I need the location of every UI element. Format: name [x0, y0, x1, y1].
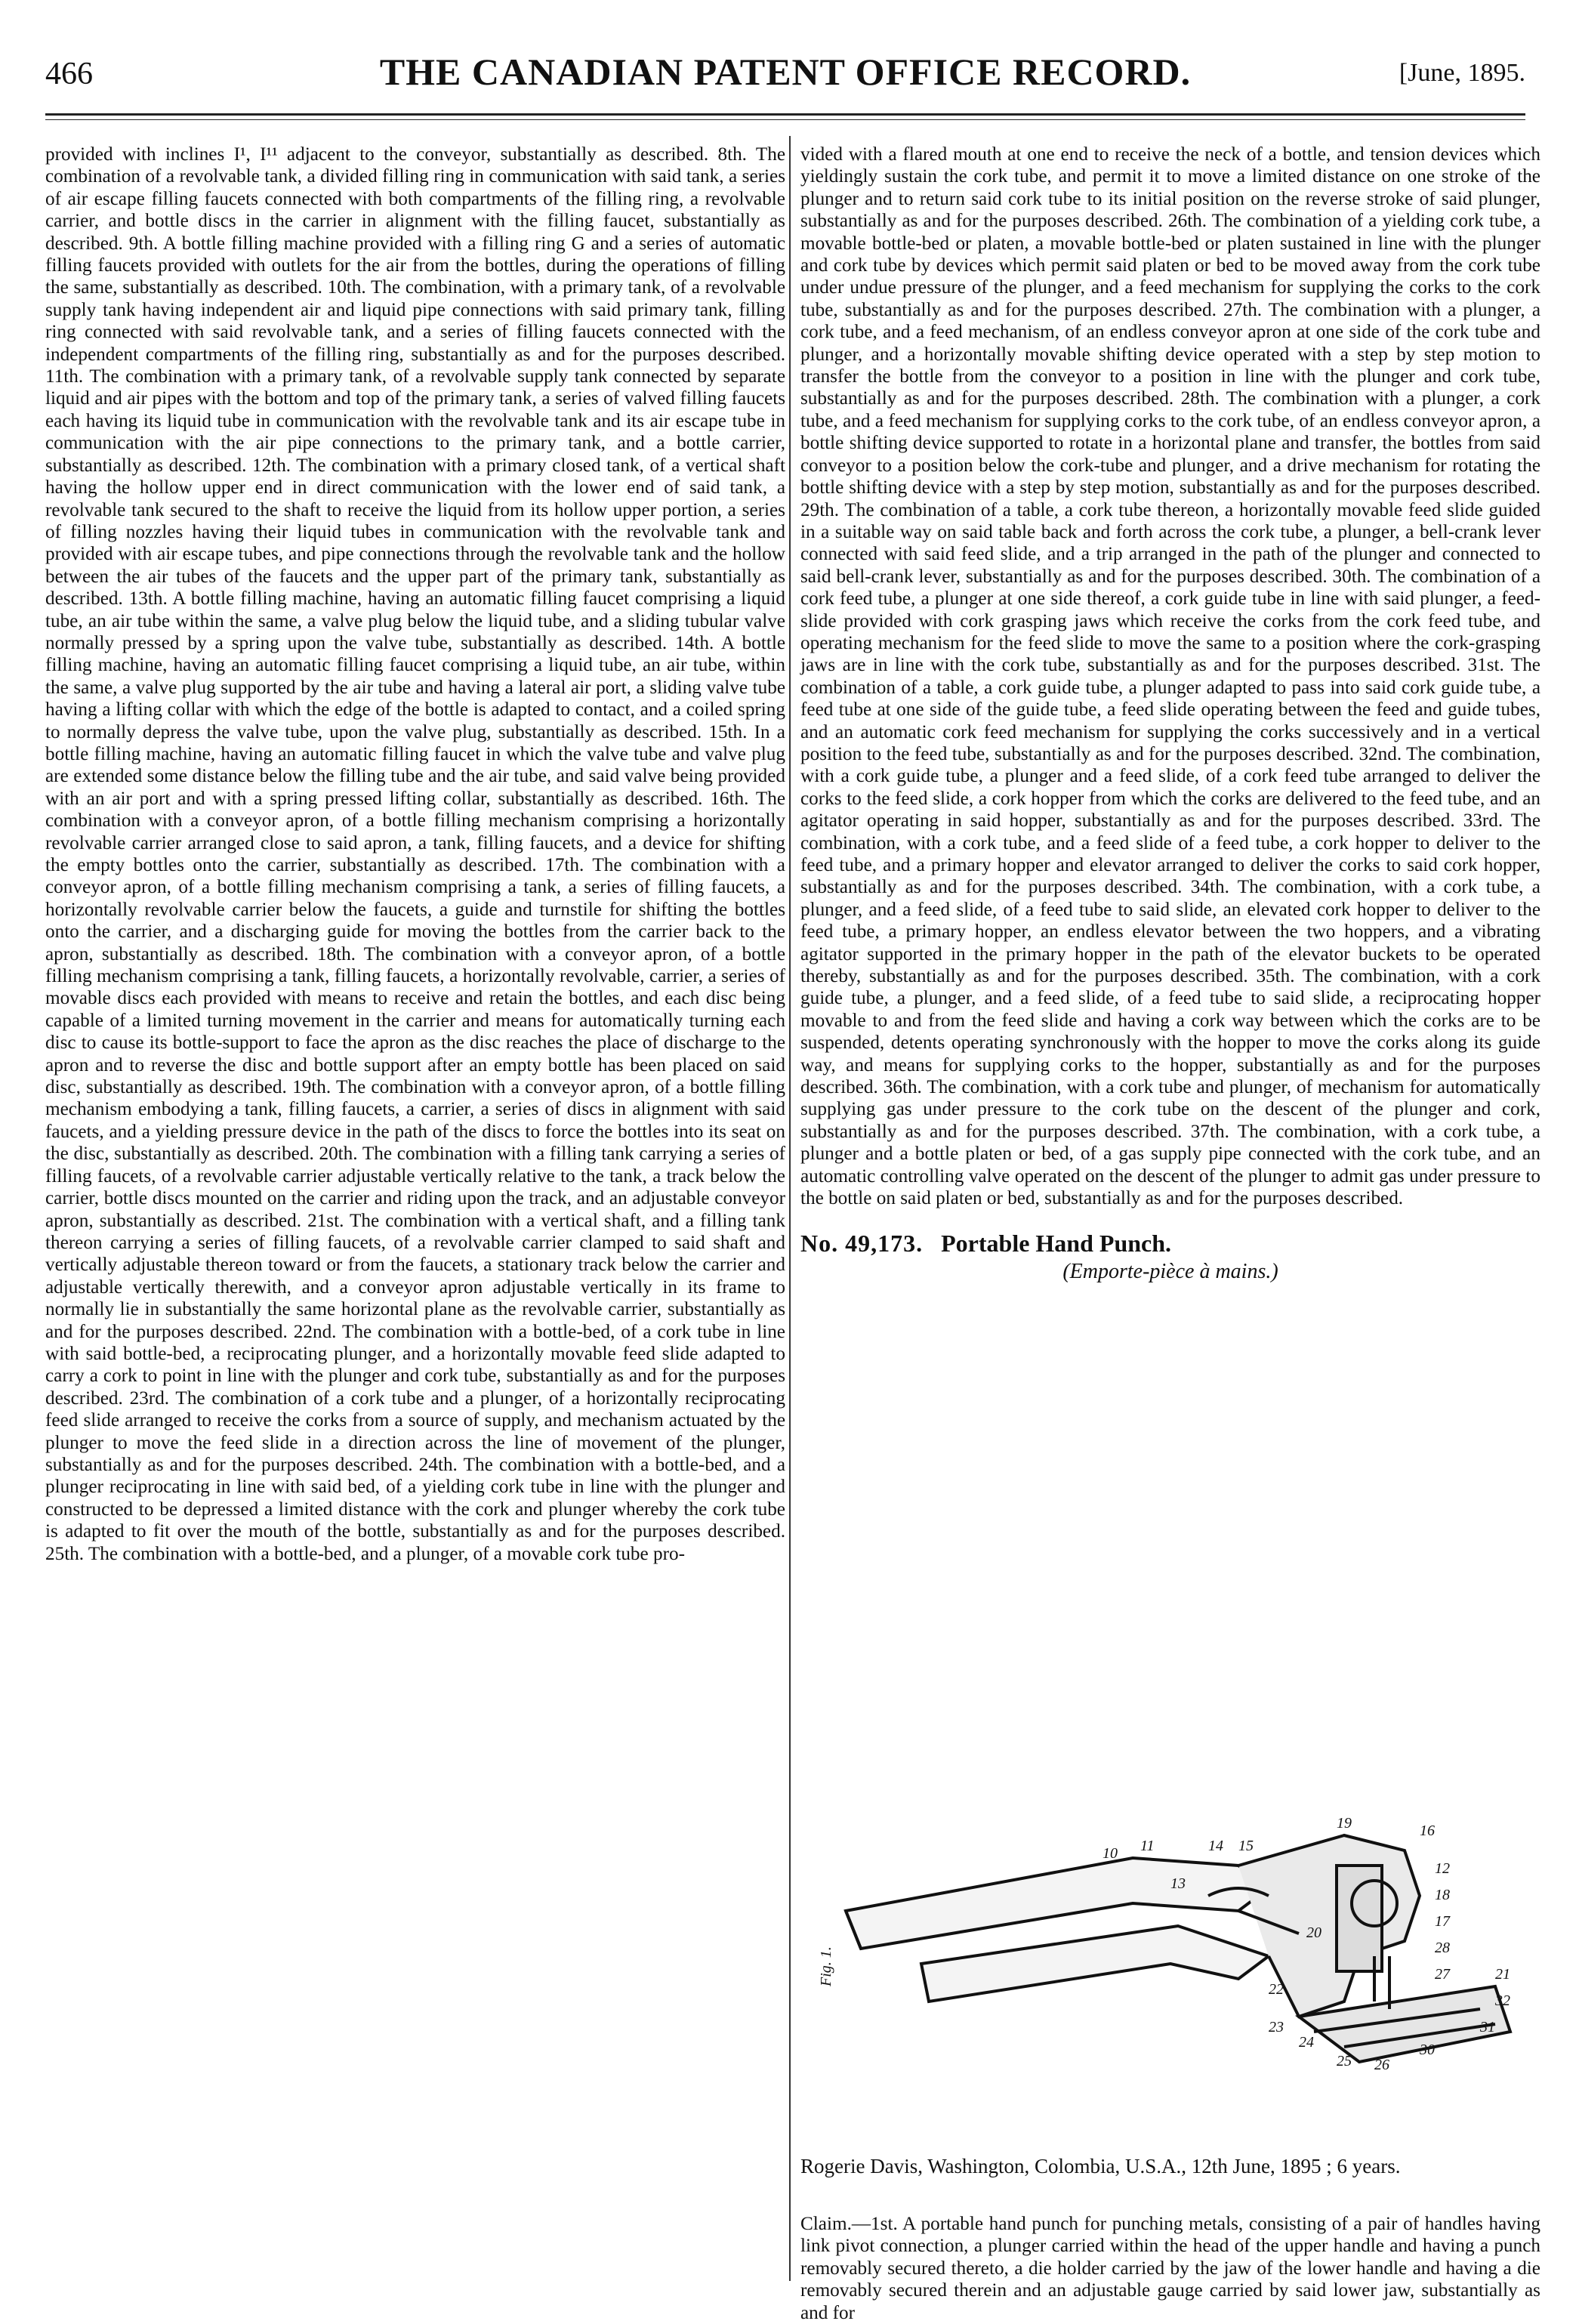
- figure-label-22: 22: [1269, 1981, 1284, 1998]
- patent-french-title: (Emporte-pièce à mains.): [1062, 1259, 1278, 1283]
- journal-title: THE CANADIAN PATENT OFFICE RECORD.: [379, 51, 1192, 93]
- figure-label-25: 25: [1337, 2053, 1352, 2069]
- right-column-text: vided with a flared mouth at one end to receive the neck of a bottle, and tension devices which yieldingly sustain the cork tube, and permit it to move a limited distance on one stroke of the plunger and to return said cork tube to its initial position on the reverse stroke of said plunger, substantially as and for the purposes described. 26th. The combination of a yielding cork tube, a movable bottle-bed or platen, a movable bottle-bed or platen sustained in line with the plunger and cork tube by devices which permit said platen or bed to be moved away from the cork tube under undue pressure of the plunger, and a feed mechanism for supplying the corks to the cork tube, substantially as and for the purposes described. 27th. The combination with a plunger, a cork tube, and a feed mechanism, of an endless conveyor apron at one side of the cork tube and plunger, and a horizontally movable shifting device operated with a step by step motion to transfer the bottle from the conveyor to a position in line with the plunger and cork tube, substantially as and for the purposes described. 28th. The combination with a plunger, a cork tube, and a feed mechanism for supplying corks to the cork tube, of an endless conveyor apron, a bottle shifting device supported to rotate in a horizontal plane and transfer, the bottles from said conveyor to a position below the cork-tube and plunger, and a drive mechanism for rotating the bottle shifting device with a step by step motion, substantially as and for the purposes described. 29th. The combination of a table, a cork tube thereon, a horizontally movable feed slide guided in a suitable way on said table back and forth across the cork tube, a plunger, a bell-crank lever connected with said feed slide, and a trip arranged in the path of the plunger and connected to said bell-crank lever, substantially as and for the purposes described. 30th. The combination of a cork feed tube, a plunger at one side thereof, a cork guide tube in line with said plunger, a feed-slide provided with cork grasping jaws which receive the corks from the cork feed tube, and operating mechanism for the feed slide to move the same to a position where the cork-grasping jaws are in line with the cork tube, substantially as and for the purposes described. 31st. The combination of a table, a cork guide tube, a plunger adapted to pass into said cork guide tube, a feed tube at one side of the guide tube, a feed slide operating between the feed and guide tubes, and an automatic cork feed mechanism for supplying the corks successively and in a vertical position to the feed tube, substantially as and for the purposes described. 32nd. The combination, with a cork guide tube, a plunger and a feed slide, of a cork feed tube arranged to deliver the corks to the feed slide, a cork hopper from which the corks are delivered to the feed tube, and an agitator operating in said hopper, substantially as and for the purposes described. 33rd. The combination, with a cork tube, and a feed slide of a feed tube, a cork hopper to deliver to the feed tube, and a primary hopper and elevator arranged to deliver the corks to said cork hopper, substantially as and for the purposes described. 34th. The combination, with a cork tube, a plunger, and a feed slide, of a feed tube to said slide, an elevated cork hopper to deliver to the feed tube, a primary hopper, an endless elevator between the two hoppers, and a vibrating agitator supported in the primary hopper in the path of the elevator buckets to be operated thereby, substantially as and for the purposes described. 35th. The combination, with a cork guide tube, a plunger, and a feed slide, of a feed tube to said slide, a reciprocating hopper movable to and from the feed slide and having a cork way between which the corks are to be suspended, detents operating synchronously with the hopper to move the corks along its guide way, and means for supplying corks to the hopper, substantially as and for the purposes described. 36th. The combination, with a cork tube and plunger, of mechanism for automatically supplying gas under pressure to the cork tube on the descent of the plunger and cork, substantially as and for the purposes described. 37th. The combination, with a cork tube, a plunger and a bottle platen or bed, of a gas supply pipe connected with the cork tube, and an automatic controlling valve operated on the descent of the plunger to admit gas under pressure to the bottle on said platen or bed, substantially as and for the purposes described.: [800, 144, 1540, 1209]
- figure-label-16: 16: [1420, 1822, 1435, 1839]
- left-column: [45, 144, 785, 2281]
- figure-label-13: 13: [1170, 1875, 1186, 1892]
- figure-label-32: 32: [1495, 1992, 1510, 2009]
- patent-number: No. 49,173.: [800, 1229, 924, 1257]
- hand-punch-engraving-icon: [816, 1805, 1525, 2137]
- hand-punch-figure: [816, 1805, 1525, 2137]
- figure-label-30: 30: [1420, 2042, 1435, 2058]
- left-column-text: provided with inclines I¹, I¹¹ adjacent to the conveyor, substantially as described. 8th. The combination of a revolvable tank, a divided filling ring in communication with said tank, a series of air escape filling faucets connected with both compartments of the filling ring, a revolvable carrier, and bottle discs in the carrier in alignment with the filling faucet, substantially as described. 9th. A bottle filling machine provided with a filling ring G and a series of automatic filling faucets provided with outlets for the air from the bottles, during the operations of filling the same, substantially as described. 10th. The combination, with a primary tank, of a revolvable supply tank having independent air and liquid pipe connections with said primary tank, filling ring connected with said revolvable tank, and a series of filling faucets connected with the independent compartments of the filling ring, substantially as and for the purposes described. 11th. The combination with a primary tank, of a revolvable supply tank connected by separate liquid and air pipes with the bottom and top of the primary tank, a series of valved filling faucets each having its liquid tube in communication with the revolvable tank and its air escape tube in communication with the air pipe connections to the primary tank, and a bottle carrier, substantially as described. 12th. The combination with a primary closed tank, of a vertical shaft having the hollow upper end in direct communication with the lower end of said tank, a revolvable tank secured to the shaft to receive the liquid from its hollow upper portion, a series of filling nozzles having their liquid tubes in communication with the revolvable tank and provided with air escape tubes, and pipe connections through the revolvable tank and the hollow between the air tubes of the faucets and the upper part of the primary tank, substantially as described. 13th. A bottle filling machine, having an automatic filling faucet comprising a liquid tube, an air tube within the same, a valve plug below the liquid tube, and a sliding tubular valve normally pressed by a spring upon the valve tube, substantially as described. 14th. A bottle filling machine, having an automatic filling faucet comprising a liquid tube, an air tube, within the same, a valve plug supported by the air tube and having a lateral air port, a sliding valve tube having a lifting collar with which the edge of the bottle is adapted to contact, and a coiled spring to normally depress the valve tube, upon the valve plug, substantially as described. 15th. In a bottle filling machine, having an automatic filling faucet in which the valve tube and valve plug are extended some distance below the filling tube and the air tube, and said valve being provided with an air port and with a spring pressed lifting collar, substantially as described. 16th. The combination with a conveyor apron, of a bottle filling mechanism comprising a horizontally revolvable carrier arranged close to said apron, a tank, filling faucets, and a device for shifting the empty bottles onto the carrier, substantially as described. 17th. The combination with a conveyor apron, of a bottle filling mechanism comprising a tank, a series of filling faucets, a horizontally revolvable carrier below the faucets, a guide and turnstile for shifting the bottles onto the carrier, and a discharging guide for moving the bottles from the carrier back to the apron, substantially as described. 18th. The combination with a conveyor apron, of a bottle filling mechanism comprising a tank, filling faucets, a horizontally revolvable, carrier, a series of movable discs each provided with means to receive and retain the bottles, and each disc being capable of a limited turning movement in the carrier and means for automatically turning each disc to cause its bottle-support to face the apron as the disc reaches the place of discharge to the apron and to reverse the disc and bottle support after an empty bottle has been placed on said disc, substantially as described. 19th. The combination with a conveyor apron, of a bottle filling mechanism embodying a tank, filling faucets, a carrier, a series of discs in alignment with said faucets, and a yielding pressure device in the path of the discs to force the bottles into its seat on the disc, substantially as described. 20th. The combination with a filling tank carrying a series of filling faucets, of a revolvable carrier adjustable vertically relative to the tank, a track below the carrier, bottle discs mounted on the carrier and riding upon the track, and an adjustable conveyor apron, substantially as described. 21st. The combination with a vertical shaft, and a filling tank thereon carrying a series of filling faucets, of a revolvable carrier clamped to said shaft and vertically adjustable thereon toward or from the faucets, a stationary track below the carrier and adjustable vertically therewith, and a conveyor apron adjustable vertically in its frame to normally lie in substantially the same horizontal plane as the revolvable carrier, substantially as and for the purposes described. 22nd. The combination with a bottle-bed, of a cork tube in line with said bottle-bed, a reciprocating plunger, and a horizontally movable feed slide adapted to carry a cork to point in line with the plunger and cork tube, substantially as and for the purposes described. 23rd. The combination of a cork tube and a plunger, of a horizontally reciprocating feed slide arranged to receive the corks from a source of supply, and mechanism actuated by the plunger to move the feed slide in a direction across the line of movement of the plunger, substantially as and for the purposes described. 24th. The combination with a bottle-bed, and a plunger reciprocating in line with said bed, of a yielding cork tube in line with the plunger and constructed to be depressed a limited distance with the cork and plunger whereby the cork tube is adapted to fit over the mouth of the bottle, substantially as and for the purposes described. 25th. The combination with a bottle-bed, and a plunger, of a movable cork tube pro-: [45, 144, 785, 1564]
- patent-title: Portable Hand Punch.: [941, 1229, 1172, 1257]
- figure-label-27: 27: [1435, 1966, 1450, 1983]
- figure-label-17: 17: [1435, 1913, 1450, 1930]
- header-rule: [45, 113, 1525, 116]
- issue-date: [June, 1895.: [1399, 59, 1525, 87]
- figure-label-20: 20: [1306, 1924, 1321, 1941]
- figure-label-26: 26: [1374, 2057, 1389, 2073]
- figure-label-24: 24: [1299, 2034, 1314, 2051]
- claim-text: Claim.—1st. A portable hand punch for punching metals, consisting of a pair of handles having link pivot connection, a plunger carried within the head of the upper handle and having a punch removably secured thereto, a die holder carried by the jaw of the lower handle and having a die removably secured therein and an adjustable gauge carried by said lower jaw, substantially as and for: [800, 2214, 1540, 2323]
- right-column: [800, 144, 1540, 1282]
- page-header: [45, 50, 1525, 103]
- header-rule-thin: [45, 119, 1525, 120]
- column-divider: [789, 136, 791, 2281]
- figure-label-18: 18: [1435, 1887, 1450, 1903]
- figure-label-15: 15: [1238, 1838, 1254, 1854]
- patent-entry-heading: [800, 1229, 1540, 1257]
- figure-label-14: 14: [1208, 1838, 1223, 1854]
- figure-label-11: 11: [1140, 1838, 1155, 1854]
- figure-signature: Fig. 1.: [818, 1946, 834, 1986]
- figure-label-31: 31: [1480, 2019, 1495, 2035]
- page-number: 466: [45, 57, 93, 91]
- figure-label-19: 19: [1337, 1815, 1352, 1832]
- figure-label-10: 10: [1103, 1845, 1118, 1862]
- figure-label-23: 23: [1269, 2019, 1284, 2035]
- figure-label-12: 12: [1435, 1860, 1450, 1877]
- inventor-line: Rogerie Davis, Washington, Colombia, U.S.A., 12th June, 1895 ; 6 years.: [800, 2155, 1401, 2177]
- figure-label-21: 21: [1495, 1966, 1510, 1983]
- figure-label-28: 28: [1435, 1940, 1450, 1956]
